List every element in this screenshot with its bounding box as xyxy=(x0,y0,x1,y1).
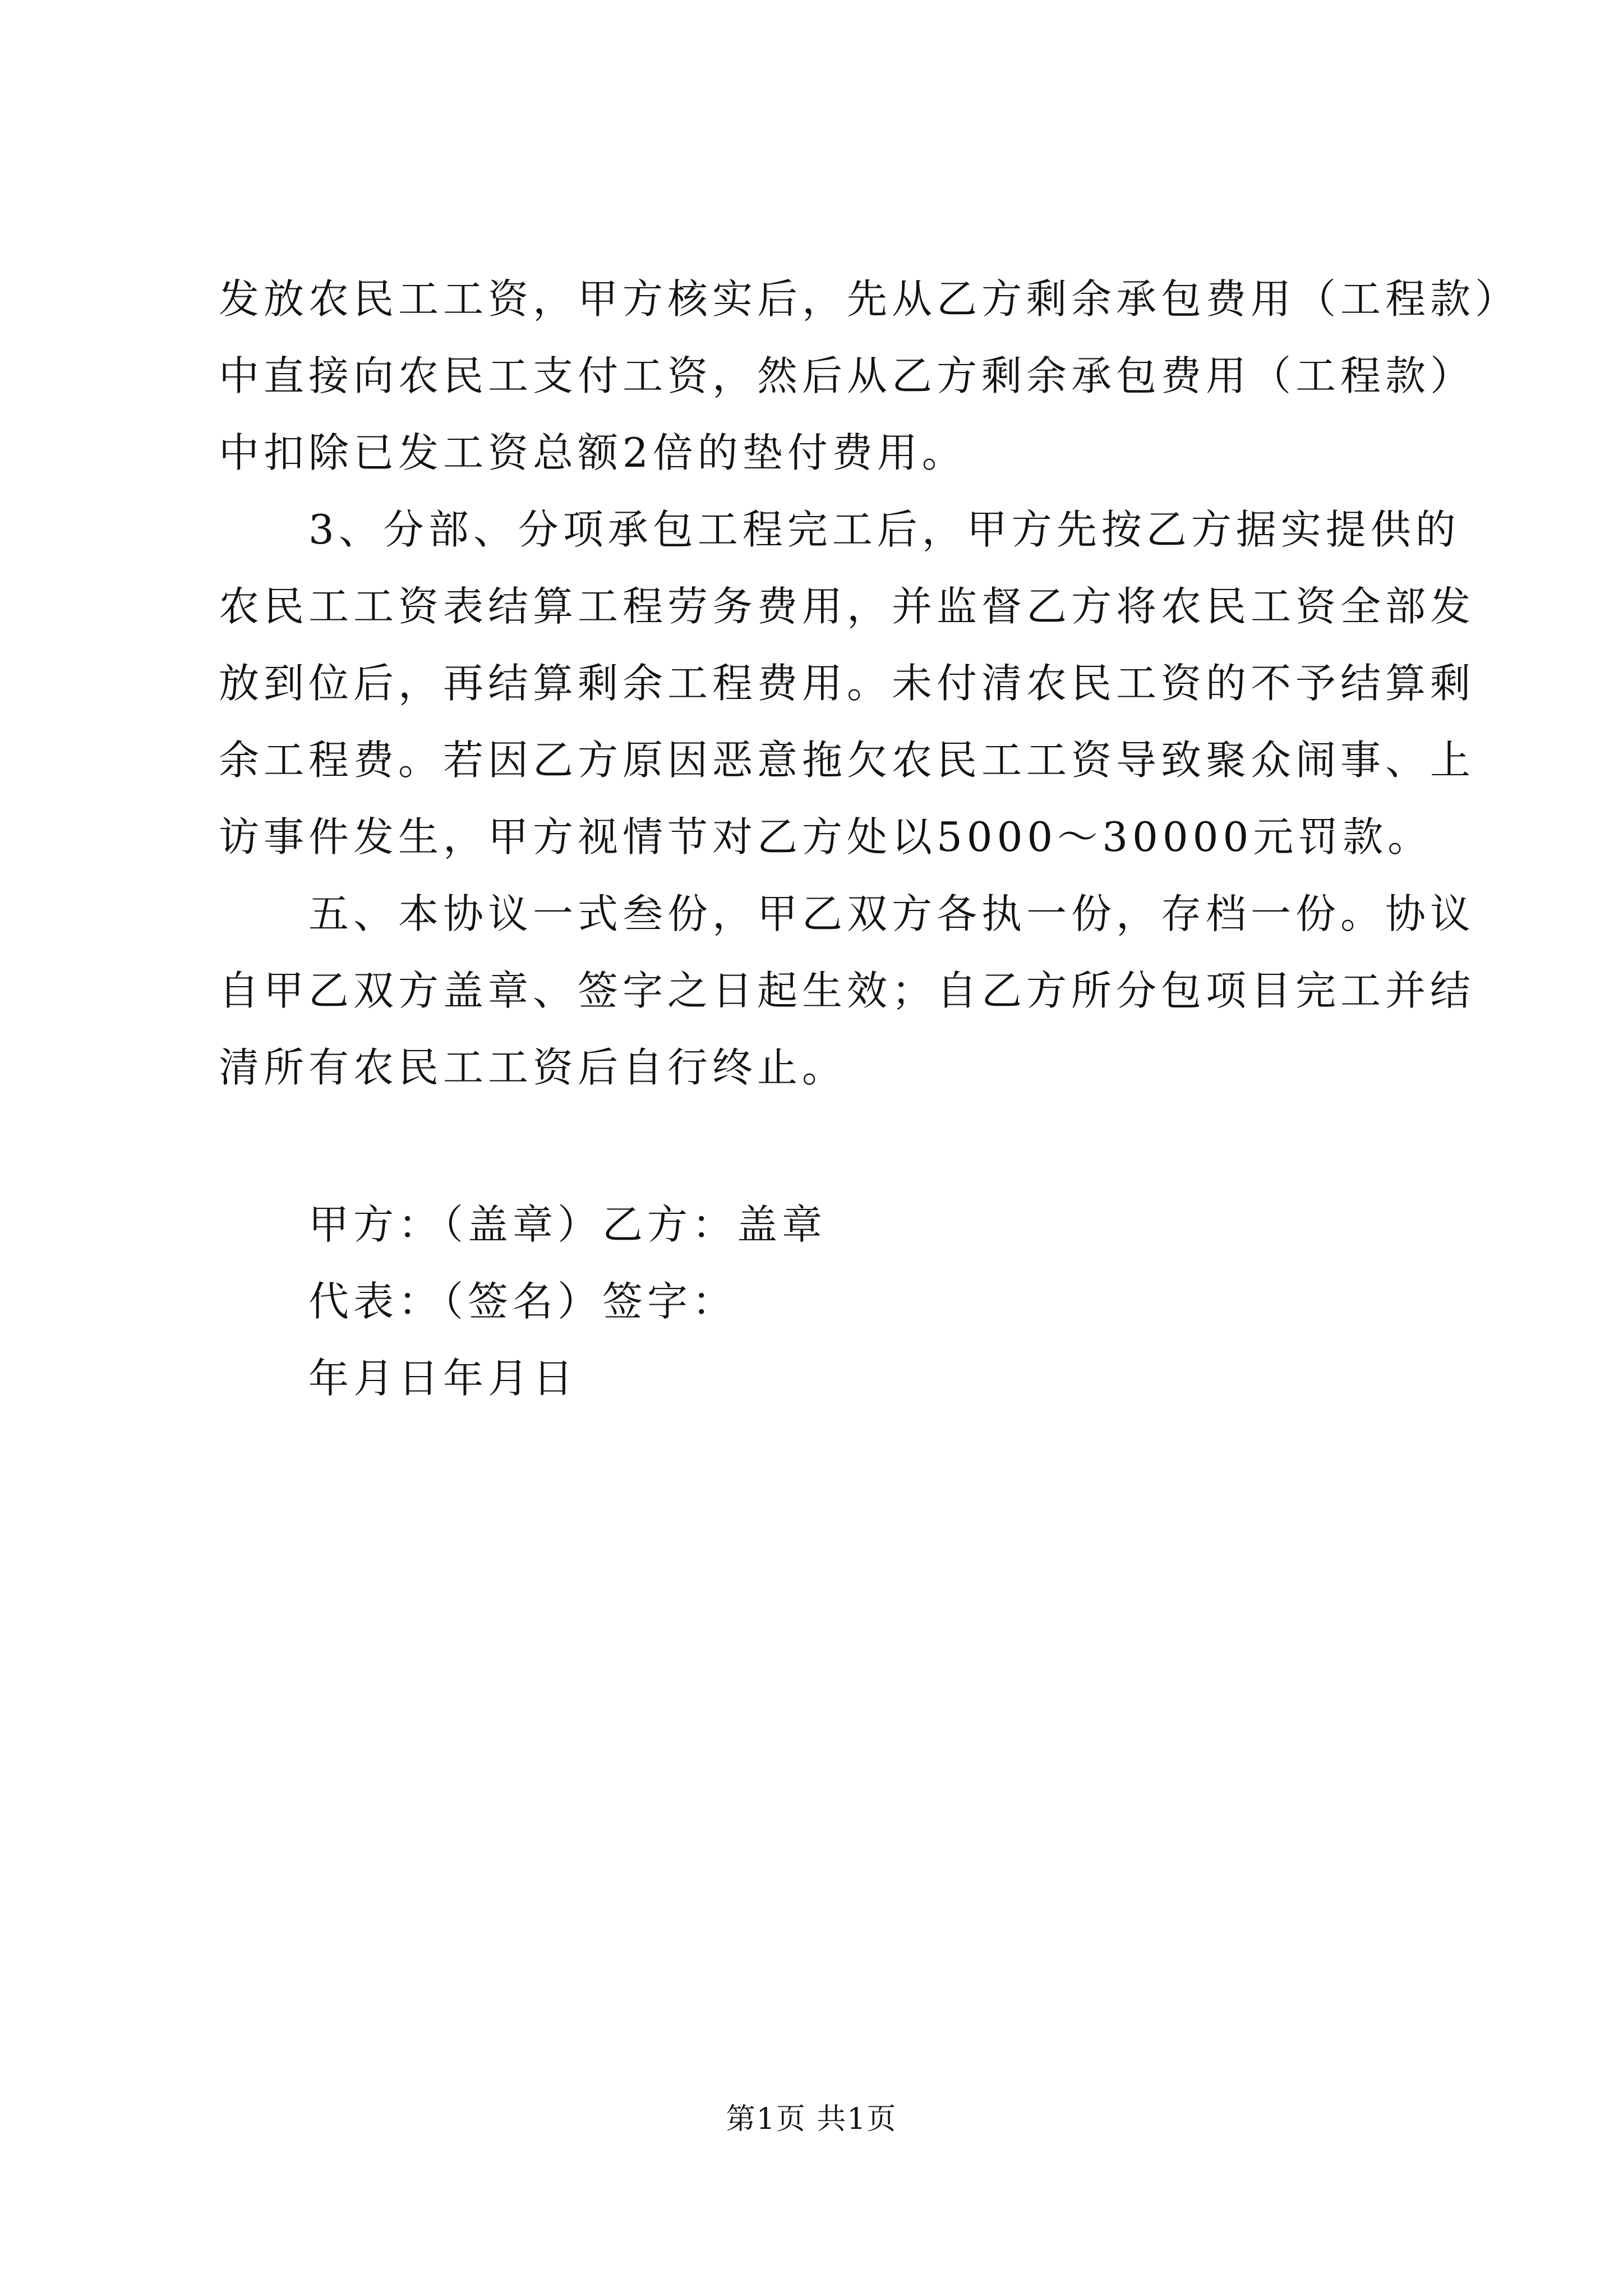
signature-block xyxy=(308,1186,827,1417)
text-line: 放到位后，再结算剩余工程费用。未付清农民工资的不予结算剩 xyxy=(219,660,1476,707)
document-body xyxy=(219,261,1520,1106)
paragraph-item-3 xyxy=(219,491,1476,876)
page-footer: 第1页 共1页 xyxy=(726,2102,897,2136)
text-line: 农民工工资表结算工程劳务费用，并监督乙方将农民工资全部发 xyxy=(219,583,1476,630)
party-seal-line: 甲方：（盖章）乙方：盖章 xyxy=(308,1201,827,1248)
date-line: 年月日年月日 xyxy=(308,1355,578,1402)
text-line: 中直接向农民工支付工资，然后从乙方剩余承包费用（工程款） xyxy=(219,352,1476,399)
text-line: 自甲乙双方盖章、签字之日起生效；自乙方所分包项目完工并结 xyxy=(219,967,1476,1014)
text-line: 发放农民工工资，甲方核实后，先从乙方剩余承包费用（工程款） xyxy=(219,275,1520,323)
paragraph-section-5 xyxy=(219,876,1476,1106)
representative-line: 代表：（签名）签字： xyxy=(308,1278,737,1325)
text-line: 中扣除已发工资总额2倍的垫付费用。 xyxy=(219,429,967,476)
paragraph-wage-continuation xyxy=(219,261,1520,491)
text-line: 五、本协议一式叁份，甲乙双方各执一份，存档一份。协议 xyxy=(308,890,1476,937)
text-line: 清所有农民工工资后自行终止。 xyxy=(219,1044,847,1091)
text-line: 访事件发生，甲方视情节对乙方处以5000～30000元罚款。 xyxy=(219,813,1433,861)
text-line: 3、分部、分项承包工程完工后，甲方先按乙方据实提供的 xyxy=(308,506,1460,553)
text-line: 余工程费。若因乙方原因恶意拖欠农民工工资导致聚众闹事、上 xyxy=(219,737,1476,784)
